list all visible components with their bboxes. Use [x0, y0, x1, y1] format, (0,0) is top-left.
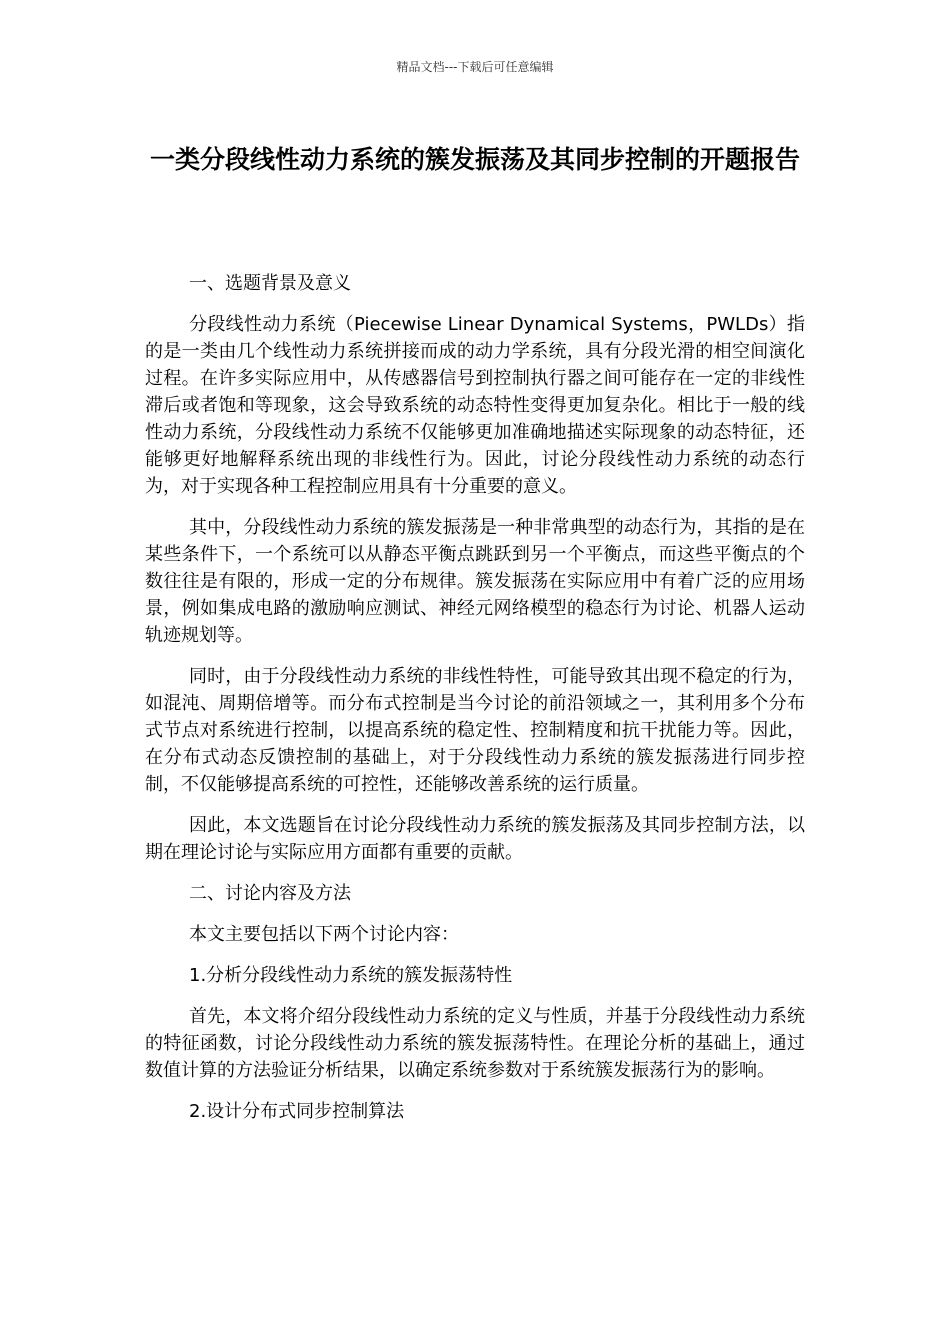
header-note: 精品文档---下载后可任意编辑: [396, 60, 554, 74]
paragraph: 首先，本文将介绍分段线性动力系统的定义与性质，并基于分段线性动力系统的特征函数，讨论分段线性动力系统的簇发振荡特性。在理论分析的基础上，通过数值计算的方法验证分析结果，以确定系统参数对于系统簇发振荡行为的影响。: [145, 1006, 805, 1081]
paragraph: 其中，分段线性动力系统的簇发振荡是一种非常典型的动态行为，其指的是在某些条件下，一个系统可以从静态平衡点跳跃到另一个平衡点，而这些平衡点的个数往往是有限的，形成一定的分布规律。簇发振荡在实际应用中有着广泛的应用场景，例如集成电路的激励响应测试、神经元网络模型的稳态行为讨论、机器人运动轨迹规划等。: [145, 517, 805, 646]
paragraph: 同时，由于分段线性动力系统的非线性特性，可能导致其出现不稳定的行为，如混沌、周期倍增等。而分布式控制是当今讨论的前沿领域之一，其利用多个分布式节点对系统进行控制，以提高系统的稳定性、控制精度和抗干扰能力等。因此，在分布式动态反馈控制的基础上，对于分段线性动力系统的簇发振荡进行同步控制，不仅能够提高系统的可控性，还能够改善系统的运行质量。: [145, 666, 805, 795]
document-body: [145, 270, 805, 1139]
document-title: 一类分段线性动力系统的簇发振荡及其同步控制的开题报告: [149, 145, 800, 174]
paragraph: 分段线性动力系统（Piecewise Linear Dynamical Systems，PWLDs）指的是一类由几个线性动力系统拼接而成的动力学系统，具有分段光滑的相空间演化过程。在许多实际应用中，从传感器信号到控制执行器之间可能存在一定的非线性滞后或者饱和等现象，这会导致系统的动态特性变得更加复杂化。相比于一般的线性动力系统，分段线性动力系统不仅能够更加准确地描述实际现象的动态特征，还能够更好地解释系统出现的非线性行为。因此，讨论分段线性动力系统的动态行为，对于实现各种工程控制应用具有十分重要的意义。: [145, 314, 805, 497]
section-heading-background: 一、选题背景及意义: [189, 273, 351, 294]
paragraph: 本文主要包括以下两个讨论内容：: [189, 924, 459, 945]
subsection-heading-control: 2.设计分布式同步控制算法: [189, 1101, 405, 1122]
section-heading-content-methods: 二、讨论内容及方法: [189, 883, 351, 904]
paragraph: 因此，本文选题旨在讨论分段线性动力系统的簇发振荡及其同步控制方法，以期在理论讨论与实际应用方面都有重要的贡献。: [145, 815, 805, 863]
subsection-heading-analysis: 1.分析分段线性动力系统的簇发振荡特性: [189, 965, 513, 986]
